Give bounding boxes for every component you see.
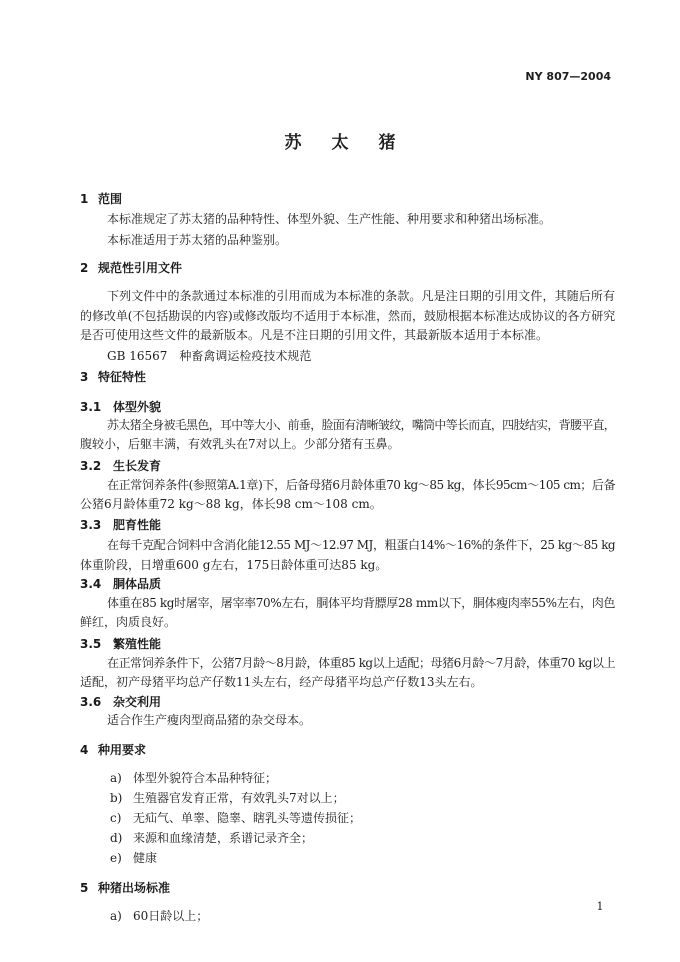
list-item-text: 无疝气、单睾、隐睾、瞎乳头等遗传损征；	[133, 811, 362, 825]
section-heading-characteristics	[80, 370, 146, 385]
list-item	[110, 791, 590, 806]
standard-code: NY 807—2004	[525, 70, 611, 83]
list-item-text: 健康	[133, 851, 158, 865]
section-heading-release-standard	[80, 881, 170, 896]
list-item-label: d)	[110, 831, 123, 845]
paragraph-line: 在每千克配合饲料中含消化能12.55 MJ～12.97 MJ，粗蛋白14%～16%的条件下，25 kg～85 kg	[107, 538, 615, 552]
section-title: 规范性引用文件	[98, 261, 183, 275]
paragraph-line: 适配，初产母猪平均总产仔数11头左右，经产母猪平均总产仔数13头左右。	[80, 675, 483, 689]
paragraph-line: 适合作生产瘦肉型商品猪的杂交母本。	[107, 713, 312, 727]
section-number: 4	[80, 743, 89, 757]
list-item	[110, 909, 590, 924]
section-title: 种用要求	[98, 743, 147, 757]
list-item-label: a)	[110, 771, 122, 785]
paragraph-line: 腹较小，后躯丰满，有效乳头在7对以上。少部分猪有玉鼻。	[80, 437, 400, 451]
subsection-title: 繁殖性能	[113, 637, 162, 651]
subsection-heading-appearance	[80, 400, 161, 415]
subsection-title: 生长发育	[113, 459, 162, 473]
subsection-title: 杂交利用	[113, 695, 162, 709]
section-number: 1	[80, 192, 89, 206]
paragraph-line: 在正常饲养条件(参照第A.1章)下，后备母猪6月龄体重70 kg～85 kg，体长95cm～105 cm；后备	[107, 478, 615, 492]
list-item-text: 体型外貌符合本品种特征；	[133, 771, 278, 785]
section-title: 特征特性	[98, 370, 147, 384]
paragraph-line: 体重在85 kg时屠宰，屠宰率70%左右，胴体平均背膘厚28 mm以下，胴体瘦肉率55%左右，肉色	[107, 596, 615, 610]
list-item-label: b)	[110, 791, 123, 805]
list-item	[110, 831, 590, 846]
section-heading-scope	[80, 192, 122, 207]
subsection-heading-carcass	[80, 577, 161, 592]
list-item	[110, 771, 590, 786]
paragraph-line: 本标准规定了苏太猪的品种特性、体型外貌、生产性能、种用要求和种猪出场标准。	[107, 212, 552, 226]
subsection-heading-fattening	[80, 518, 161, 533]
list-item-label: a)	[110, 909, 122, 923]
subsection-heading-reproduction	[80, 637, 161, 652]
subsection-number: 3.4	[80, 577, 102, 591]
list-item-text: 生殖器官发育正常，有效乳头7对以上；	[133, 791, 345, 805]
section-number: 3	[80, 370, 89, 384]
subsection-number: 3.6	[80, 695, 102, 709]
page-number: 1	[596, 900, 604, 913]
subsection-heading-growth	[80, 459, 161, 474]
paragraph-line: 的修改单(不包括勘误的内容)或修改版均不适用于本标准，然而，鼓励根据本标准达成协议的各方研究	[80, 309, 615, 323]
list-item-label: e)	[110, 851, 122, 865]
list-item-text: 60日龄以上；	[133, 909, 209, 923]
section-heading-normative-references	[80, 261, 182, 276]
subsection-title: 肥育性能	[113, 518, 162, 532]
paragraph-line: 下列文件中的条款通过本标准的引用而成为本标准的条款。凡是注日期的引用文件，其随后所有	[107, 289, 615, 303]
document-title: 苏太猪	[284, 133, 426, 153]
subsection-number: 3.1	[80, 400, 102, 414]
section-title: 种猪出场标准	[98, 881, 171, 895]
reference-entry: GB 16567 种畜禽调运检疫技术规范	[107, 349, 312, 363]
section-number: 5	[80, 881, 89, 895]
subsection-title: 胴体品质	[113, 577, 162, 591]
paragraph-line: 鲜红，肉质良好。	[80, 615, 177, 629]
list-item	[110, 811, 590, 826]
list-item-text: 来源和血缘清楚，系谱记录齐全；	[133, 831, 314, 845]
paragraph-line: 公猪6月龄体重72 kg～88 kg，体长98 cm～108 cm。	[80, 497, 382, 511]
section-title: 范围	[98, 192, 123, 206]
list-item-label: c)	[110, 811, 122, 825]
paragraph-line: 苏太猪全身被毛黑色，耳中等大小、前垂，脸面有清晰皱纹，嘴筒中等长而直，四肢结实，背腰平直，	[107, 418, 615, 432]
paragraph-line: 体重阶段，日增重600 g左右，175日龄体重可达85 kg。	[80, 558, 388, 572]
subsection-number: 3.2	[80, 459, 102, 473]
subsection-heading-crossbreeding	[80, 695, 161, 710]
section-number: 2	[80, 261, 89, 275]
list-item	[110, 851, 590, 866]
subsection-title: 体型外貌	[113, 400, 162, 414]
paragraph-line: 本标准适用于苏太猪的品种鉴别。	[107, 233, 288, 247]
subsection-number: 3.5	[80, 637, 102, 651]
paragraph-line: 在正常饲养条件下，公猪7月龄～8月龄，体重85 kg以上适配；母猪6月龄～7月龄，体重70 kg以上	[107, 656, 615, 670]
subsection-number: 3.3	[80, 518, 102, 532]
paragraph-line: 是否可使用这些文件的最新版本。凡是不注日期的引用文件，其最新版本适用于本标准。	[80, 328, 549, 342]
section-heading-breeding-requirements	[80, 743, 146, 758]
